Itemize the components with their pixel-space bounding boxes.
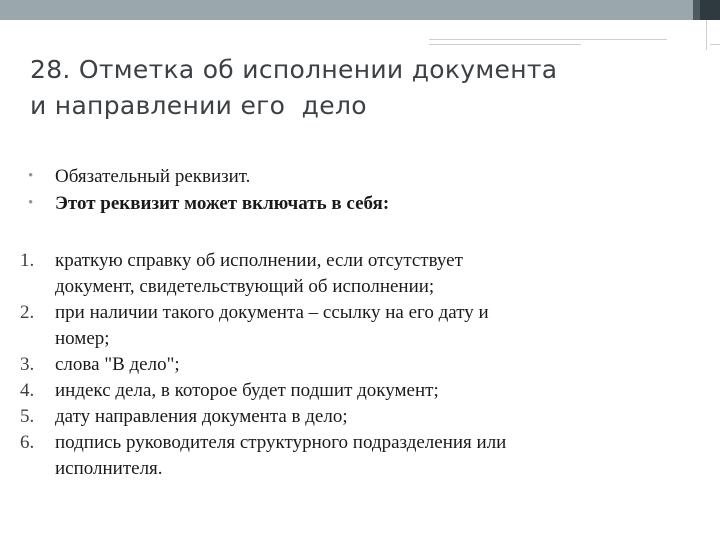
item-text-line: документ, свидетельствующий об исполнении; xyxy=(55,276,435,297)
corner-horizontal-line xyxy=(710,44,720,45)
bullet-text: Обязательный реквизит. xyxy=(55,166,251,187)
item-text-line: дату направления документа в дело; xyxy=(55,406,348,427)
item-number: 2. xyxy=(20,302,35,323)
item-text-line: краткую справку об исполнении, если отсутствует xyxy=(55,250,463,271)
title-rule-line-short xyxy=(429,44,581,45)
item-number: 5. xyxy=(20,406,35,427)
item-number: 1. xyxy=(20,250,35,271)
item-number: 4. xyxy=(20,380,35,401)
corner-vertical-line xyxy=(706,20,707,50)
numbered-item xyxy=(20,248,700,300)
slide-title xyxy=(30,52,690,124)
slide-title-line-1: 28. Отметка об исполнении документа xyxy=(30,55,558,84)
numbered-item xyxy=(20,404,700,430)
item-number: 6. xyxy=(20,432,35,453)
bullet-item xyxy=(24,163,389,190)
bullet-item xyxy=(24,190,389,217)
bullet-dot-icon: • xyxy=(28,195,34,211)
bullet-text: Этот реквизит может включать в себя: xyxy=(55,193,390,214)
top-dark-corner xyxy=(700,0,720,20)
numbered-list xyxy=(20,248,700,482)
item-text-line: слова "В дело"; xyxy=(55,354,180,375)
bullet-list xyxy=(24,163,389,217)
item-text-line: индекс дела, в которое будет подшит документ; xyxy=(55,380,439,401)
slide-title-line-2: и направлении его дело xyxy=(30,91,367,120)
bullet-dot-icon: • xyxy=(28,168,34,184)
item-text-line: при наличии такого документа – ссылку на его дату и xyxy=(55,302,489,323)
numbered-item xyxy=(20,352,700,378)
numbered-item xyxy=(20,300,700,352)
title-rule-line xyxy=(429,39,667,40)
item-text-line: исполнителя. xyxy=(55,458,163,479)
top-decorative-bar xyxy=(0,0,693,20)
numbered-item xyxy=(20,430,700,482)
item-text-line: подпись руководителя структурного подразделения или xyxy=(55,432,507,453)
top-accent-bar xyxy=(693,0,700,20)
item-text-line: номер; xyxy=(55,328,110,349)
item-number: 3. xyxy=(20,354,35,375)
numbered-item xyxy=(20,378,700,404)
